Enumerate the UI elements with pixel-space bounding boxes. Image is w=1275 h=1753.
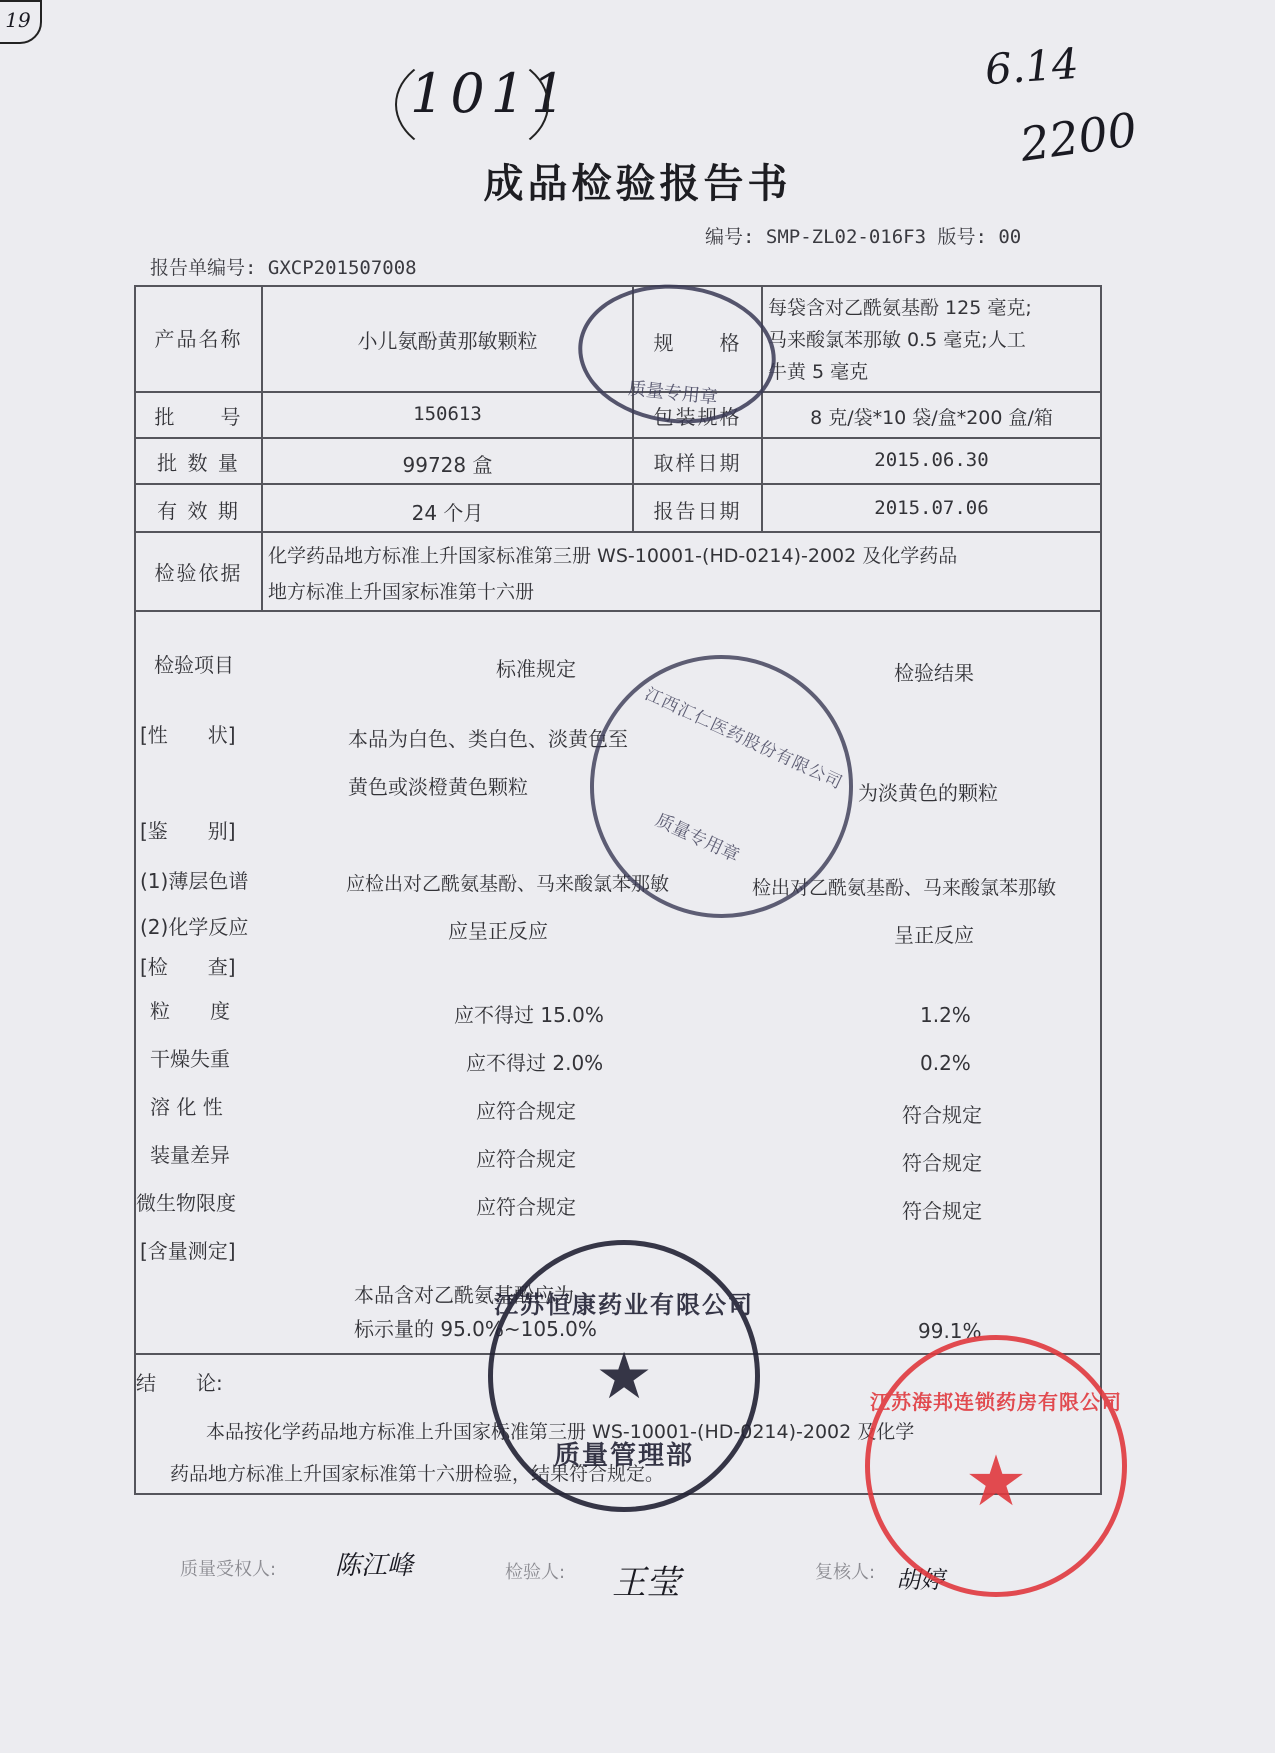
filling-result: 符合规定 <box>902 1151 982 1175</box>
appearance-standard-2: 黄色或淡橙黄色颗粒 <box>348 775 528 799</box>
microbe-result: 符合规定 <box>902 1199 982 1223</box>
spec-label: 规 格 <box>653 331 742 355</box>
section-appearance: [性 状] <box>140 723 236 747</box>
handwritten-top-note: 1011 <box>410 62 572 125</box>
sampling-date-value: 2015.06.30 <box>874 449 989 471</box>
chem-name: (2)化学反应 <box>140 915 249 939</box>
tlc-name: (1)薄层色谱 <box>140 869 249 893</box>
batch-value: 150613 <box>413 403 482 425</box>
sampling-date-label: 取样日期 <box>653 451 742 475</box>
reviewer-label: 复核人: <box>815 1562 876 1583</box>
appearance-standard-1: 本品为白色、类白色、淡黄色至 <box>348 727 628 751</box>
hengkang-seal-star-icon: ★ <box>595 1340 653 1414</box>
product-name-label: 产品名称 <box>154 327 243 351</box>
basis-line-1: 化学药品地方标准上升国家标准第三册 WS-10001-(HD-0214)-2002 及化学药品 <box>268 545 958 567</box>
inspector-signature: 王莹 <box>612 1563 680 1603</box>
header-result: 检验结果 <box>894 661 974 685</box>
section-inspection: [检 查] <box>140 955 236 979</box>
haibang-pharmacy-seal <box>865 1335 1127 1597</box>
chem-result: 呈正反应 <box>894 923 974 947</box>
particle-result: 1.2% <box>920 1003 971 1027</box>
supplier-seal-company: 江西汇仁医药股份有限公司 <box>641 684 846 794</box>
appearance-result: 为淡黄色的颗粒 <box>858 781 998 805</box>
spec-line-2: 马来酸氯苯那敏 0.5 毫克;人工 <box>768 329 1026 351</box>
validity-label: 有 效 期 <box>157 499 240 523</box>
supplier-seal-sub: 质量专用章 <box>652 809 743 867</box>
filling-name: 装量差异 <box>150 1143 230 1167</box>
validity-value: 24 个月 <box>411 501 484 525</box>
dissolve-name: 溶 化 性 <box>150 1095 223 1119</box>
report-date-label: 报告日期 <box>653 499 742 523</box>
dissolve-result: 符合规定 <box>902 1103 982 1127</box>
haibang-seal-star-icon: ★ <box>964 1440 1028 1522</box>
product-name-value: 小儿氨酚黄那敏颗粒 <box>357 329 538 353</box>
quantity-value: 99728 盒 <box>402 453 493 477</box>
tlc-result: 检出对乙酰氨基酚、马来酸氯苯那敏 <box>752 877 1057 899</box>
document-title: 成品检验报告书 <box>483 161 792 207</box>
particle-name: 粒 度 <box>150 999 230 1023</box>
hengkang-quality-seal <box>488 1240 760 1512</box>
inspector-label: 检验人: <box>505 1562 566 1583</box>
hengkang-seal-sub: 质量管理部 <box>553 1441 694 1471</box>
section-identification: [鉴 别] <box>140 819 236 843</box>
assay-standard-2: 标示量的 95.0%~105.0% <box>354 1317 597 1341</box>
chem-standard: 应呈正反应 <box>448 919 548 943</box>
authorized-person-label: 质量受权人: <box>180 1559 277 1580</box>
authorized-person-signature: 陈江峰 <box>335 1551 414 1581</box>
corner-mark: 19 <box>0 0 42 44</box>
conclusion-line-2: 药品地方标准上升国家标准第十六册检验，结果符合规定。 <box>170 1463 665 1485</box>
drying-name: 干燥失重 <box>150 1047 230 1071</box>
report-number: 报告单编号: GXCP201507008 <box>150 257 417 279</box>
spec-line-1: 每袋含对乙酰氨基酚 125 毫克; <box>768 297 1032 319</box>
conclusion-label: 结 论: <box>136 1371 223 1395</box>
microbe-standard: 应符合规定 <box>476 1195 576 1219</box>
basis-label: 检验依据 <box>154 561 243 585</box>
header-standard: 标准规定 <box>496 657 576 681</box>
assay-standard-1: 本品含对乙酰氨基酚应为 <box>354 1283 574 1307</box>
quantity-label: 批 数 量 <box>157 451 240 475</box>
handwritten-date-bottom: 2200 <box>1016 102 1141 172</box>
conclusion-line-1: 本品按化学药品地方标准上升国家标准第三册 WS-10001-(HD-0214)-2002 及化学 <box>206 1421 915 1443</box>
basis-line-2: 地方标准上升国家标准第十六册 <box>268 581 535 603</box>
header-item: 检验项目 <box>154 653 234 677</box>
filling-standard: 应符合规定 <box>476 1147 576 1171</box>
spec-line-3: 牛黄 5 毫克 <box>768 361 869 383</box>
report-date-value: 2015.07.06 <box>874 497 989 519</box>
drying-result: 0.2% <box>920 1051 971 1075</box>
quality-seal-top-text: 质量专用章 <box>627 378 719 409</box>
batch-label: 批 号 <box>154 405 243 429</box>
package-label: 包装规格 <box>653 405 742 429</box>
handwritten-date-top: 6.14 <box>983 38 1081 95</box>
drying-standard: 应不得过 2.0% <box>466 1051 604 1075</box>
microbe-name: 微生物限度 <box>136 1191 236 1215</box>
handwritten-note-bracket <box>395 50 549 159</box>
hengkang-seal-company: 江苏恒康药业有限公司 <box>494 1291 754 1319</box>
package-value: 8 克/袋*10 袋/盒*200 盒/箱 <box>810 407 1053 429</box>
reviewer-signature: 胡婷 <box>896 1566 944 1594</box>
tlc-standard: 应检出对乙酰氨基酚、马来酸氯苯那敏 <box>346 873 670 895</box>
section-assay: [含量测定] <box>140 1239 236 1263</box>
haibang-seal-company: 江苏海邦连锁药房有限公司 <box>870 1390 1122 1414</box>
document-code: 编号: SMP-ZL02-016F3 版号: 00 <box>705 226 1022 248</box>
assay-result: 99.1% <box>918 1319 982 1343</box>
particle-standard: 应不得过 15.0% <box>454 1003 604 1027</box>
dissolve-standard: 应符合规定 <box>476 1099 576 1123</box>
